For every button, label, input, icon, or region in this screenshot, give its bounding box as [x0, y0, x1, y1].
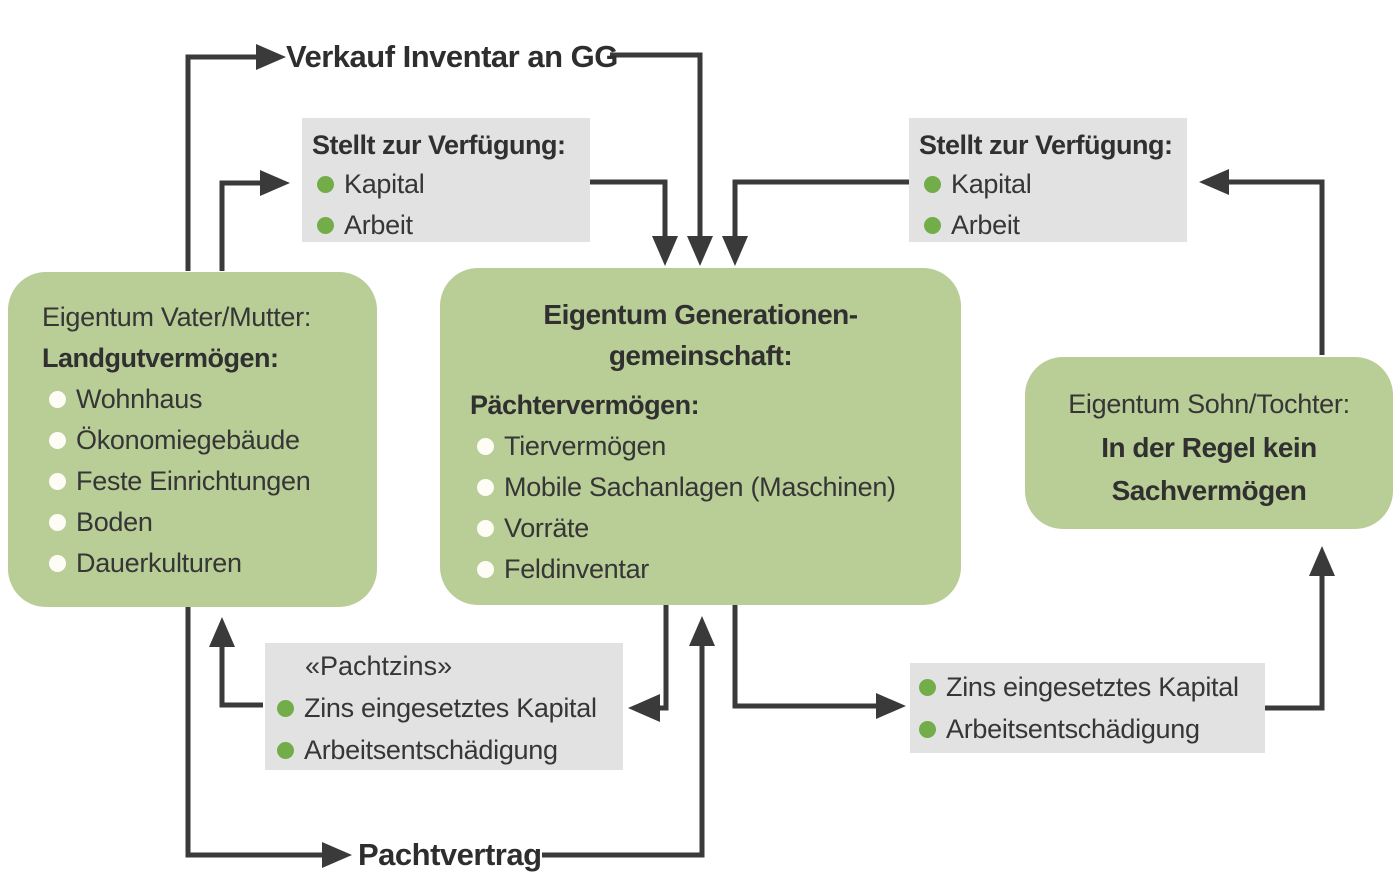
bullet-icon	[317, 176, 334, 193]
bullet-icon	[477, 520, 494, 537]
bullet-icon	[919, 679, 936, 696]
children-ownership-box	[1025, 357, 1393, 529]
box-heading-line2: gemeinschaft:	[608, 339, 793, 371]
bullet-icon	[49, 555, 66, 572]
arrow-pachtzins-to-parents	[209, 617, 263, 705]
list-item	[49, 420, 377, 461]
arrow-parents-to-verkauf	[188, 44, 286, 271]
list-item-label: Dauerkulturen	[76, 548, 242, 578]
list-item-label: Mobile Sachanlagen (Maschinen)	[504, 472, 896, 502]
verkauf-inventar-label: Verkauf Inventar an GG	[286, 39, 618, 74]
pachtzins-box	[265, 643, 623, 770]
list-item	[49, 379, 377, 420]
bullet-icon	[477, 479, 494, 496]
list-item	[919, 708, 1265, 750]
list-item-label: Ökonomiegebäude	[76, 425, 300, 455]
list-item-label: Tiervermögen	[504, 431, 666, 461]
arrow-verkauf-to-gg	[610, 55, 713, 266]
generation-community-box	[440, 268, 961, 605]
bullet-icon	[924, 176, 941, 193]
bullet-icon	[277, 742, 294, 759]
bullet-icon	[277, 700, 294, 717]
bullet-icon	[317, 217, 334, 234]
box-subheading: Landgutvermögen:	[42, 343, 279, 373]
list-item-label: Arbeit	[344, 210, 413, 240]
box-heading: Stellt zur Verfügung:	[312, 129, 566, 160]
list-item-label: Zins eingesetztes Kapital	[946, 671, 1239, 702]
list-item	[919, 666, 1265, 708]
bullet-icon	[49, 432, 66, 449]
arrow-gg-to-compensation	[735, 604, 906, 719]
list-item	[477, 426, 961, 467]
box-heading: Eigentum Sohn/Tochter:	[1068, 389, 1350, 419]
arrow-compensation-to-children	[1264, 546, 1335, 708]
list-item-label: Vorräte	[504, 513, 589, 543]
list-item-label: Kapital	[951, 169, 1032, 199]
bullet-icon	[49, 473, 66, 490]
arrow-provide-right-to-gg	[722, 182, 909, 266]
bullet-icon	[49, 391, 66, 408]
list-item	[277, 729, 623, 771]
box-text-line: In der Regel kein	[1101, 431, 1317, 463]
list-item-label: Feldinventar	[504, 554, 649, 584]
box-heading: Stellt zur Verfügung:	[919, 129, 1173, 160]
list-item	[49, 543, 377, 584]
list-item	[924, 205, 1187, 246]
bullet-icon	[477, 438, 494, 455]
bullet-icon	[919, 721, 936, 738]
children-provide-box	[909, 118, 1187, 242]
parents-ownership-box	[8, 272, 377, 607]
arrow-children-to-provide-right	[1199, 169, 1322, 355]
list-item-label: Kapital	[344, 169, 425, 199]
arrow-parents-to-provide-left	[222, 170, 290, 271]
list-item-label: Boden	[76, 507, 153, 537]
compensation-box	[910, 663, 1265, 753]
list-item-label: Wohnhaus	[76, 384, 203, 414]
list-item	[477, 508, 961, 549]
arrow-gg-to-pachtzins	[628, 604, 666, 722]
parents-provide-box	[302, 118, 590, 242]
list-item	[477, 549, 961, 590]
list-item-label: Zins eingesetztes Kapital	[304, 692, 597, 723]
list-item-label: Arbeit	[951, 210, 1020, 240]
list-item	[317, 205, 590, 246]
box-subheading: Pächtervermögen:	[470, 390, 700, 420]
box-heading: Eigentum Generationen-	[543, 298, 858, 330]
box-heading: «Pachtzins»	[305, 650, 453, 681]
bullet-icon	[477, 561, 494, 578]
arrow-provide-left-to-gg	[590, 182, 678, 266]
list-item-label: Feste Einrichtungen	[76, 466, 311, 496]
box-heading: Eigentum Vater/Mutter:	[42, 302, 312, 332]
list-item	[49, 461, 377, 502]
list-item-label: Arbeitsentschädigung	[304, 734, 558, 765]
list-item	[924, 164, 1187, 205]
box-text-line: Sachvermögen	[1111, 474, 1307, 506]
pachtvertrag-label: Pachtvertrag	[358, 837, 542, 872]
bullet-icon	[924, 217, 941, 234]
list-item	[49, 502, 377, 543]
list-item	[317, 164, 590, 205]
list-item	[477, 467, 961, 508]
bullet-icon	[49, 514, 66, 531]
list-item	[277, 687, 623, 729]
list-item-label: Arbeitsentschädigung	[946, 713, 1200, 744]
